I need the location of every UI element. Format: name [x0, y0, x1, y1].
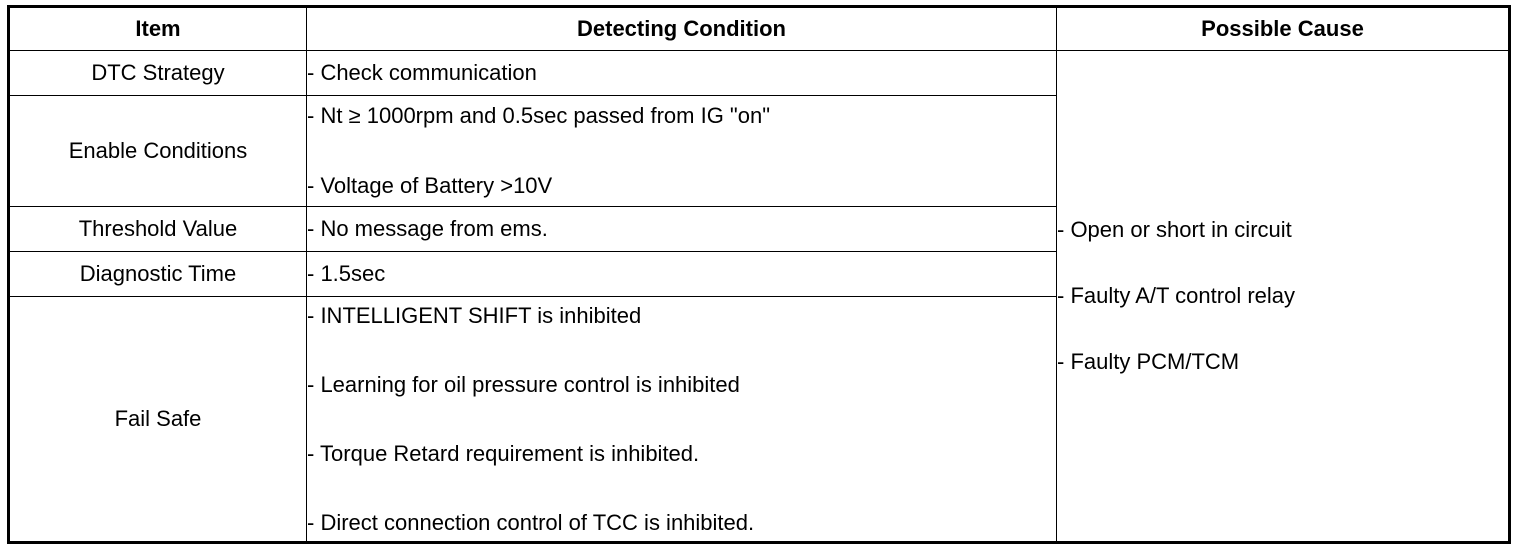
condition-diagnostic-time: [307, 252, 1057, 297]
cause-line: - Open or short in circuit: [1057, 217, 1292, 242]
header-detecting-condition: Detecting Condition: [307, 7, 1057, 51]
condition-line: - INTELLIGENT SHIFT is inhibited: [307, 302, 642, 328]
table-row-dtc-strategy: [9, 51, 1510, 96]
condition-dtc-strategy: [307, 51, 1057, 96]
condition-enable-conditions: [307, 96, 1057, 207]
condition-line: - Learning for oil pressure control is inhibited: [307, 371, 740, 397]
item-enable-conditions: Enable Conditions: [9, 96, 307, 207]
condition-line: - No message from ems.: [307, 216, 548, 241]
item-dtc-strategy: DTC Strategy: [9, 51, 307, 96]
item-fail-safe: Fail Safe: [9, 297, 307, 543]
condition-threshold-value: [307, 207, 1057, 252]
condition-line: - Voltage of Battery >10V: [307, 173, 553, 198]
header-possible-cause: Possible Cause: [1057, 7, 1510, 51]
cause-line: - Faulty PCM/TCM: [1057, 349, 1240, 374]
condition-fail-safe: [307, 297, 1057, 543]
header-row: [9, 7, 1510, 51]
condition-line: - Nt ≥ 1000rpm and 0.5sec passed from IG "on": [307, 103, 771, 128]
header-item: Item: [9, 7, 307, 51]
condition-line: - Torque Retard requirement is inhibited.: [307, 440, 700, 466]
item-diagnostic-time: Diagnostic Time: [9, 252, 307, 297]
cause-line: - Faulty A/T control relay: [1057, 283, 1296, 308]
condition-line: - Check communication: [307, 60, 537, 85]
possible-cause-cell: [1057, 51, 1510, 543]
condition-line: - 1.5sec: [307, 261, 386, 286]
dtc-table: [7, 5, 1511, 544]
condition-line: - Direct connection control of TCC is inhibited.: [307, 509, 755, 535]
item-threshold-value: Threshold Value: [9, 207, 307, 252]
